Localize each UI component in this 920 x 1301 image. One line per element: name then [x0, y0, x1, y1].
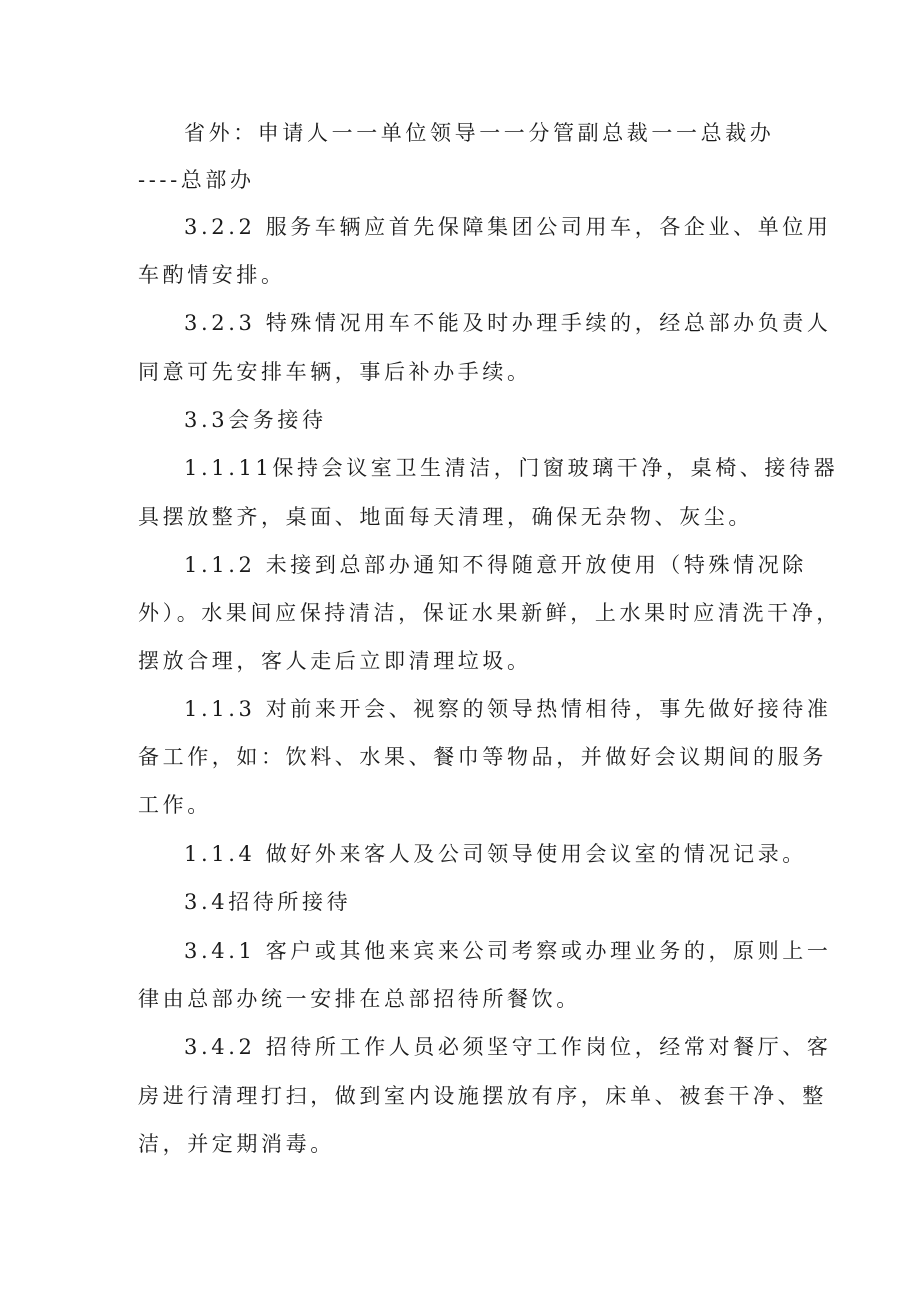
- text-line: 1.1.11保持会议室卫生清洁，门窗玻璃干净，桌椅、接待器: [184, 456, 839, 480]
- text-line: 3.2.2 服务车辆应首先保障集团公司用车，各企业、单位用: [184, 215, 832, 239]
- text-line: 3.4.2 招待所工作人员必须坚守工作岗位，经常对餐厅、客: [184, 1035, 832, 1059]
- text-line: ----总部办: [138, 168, 255, 192]
- text-line: 洁，并定期消毒。: [138, 1132, 335, 1156]
- text-line: 备工作，如：饮料、水果、餐巾等物品，并做好会议期间的服务: [138, 745, 827, 769]
- text-line: 工作。: [138, 793, 212, 817]
- text-line: 车酌情安排。: [138, 263, 286, 287]
- text-line: 外）。水果间应保持清洁，保证水果新鲜，上水果时应清洗干净，: [138, 601, 841, 625]
- section-heading: 3.3会务接待: [184, 408, 327, 432]
- text-line: 律由总部办统一安排在总部招待所餐饮。: [138, 987, 581, 1011]
- text-line: 具摆放整齐，桌面、地面每天清理，确保无杂物、灰尘。: [138, 505, 753, 529]
- section-heading: 3.4招待所接待: [184, 890, 352, 914]
- text-line: 1.1.3 对前来开会、视察的领导热情相待，事先做好接待准: [184, 697, 832, 721]
- text-line: 房进行清理打扫，做到室内设施摆放有序，床单、被套干净、整: [138, 1084, 827, 1108]
- text-line: 同意可先安排车辆，事后补办手续。: [138, 360, 532, 384]
- text-line: 1.1.2 未接到总部办通知不得随意开放使用（特殊情况除: [184, 553, 807, 577]
- text-line: 3.2.3 特殊情况用车不能及时办理手续的，经总部办负责人: [184, 311, 832, 335]
- text-line: 1.1.4 做好外来客人及公司领导使用会议室的情况记录。: [184, 842, 807, 866]
- text-line: 摆放合理，客人走后立即清理垃圾。: [138, 649, 532, 673]
- text-line: 省外：申请人一一单位领导一一分管副总裁一一总裁办: [184, 121, 775, 145]
- text-line: 3.4.1 客户或其他来宾来公司考察或办理业务的，原则上一: [184, 939, 832, 963]
